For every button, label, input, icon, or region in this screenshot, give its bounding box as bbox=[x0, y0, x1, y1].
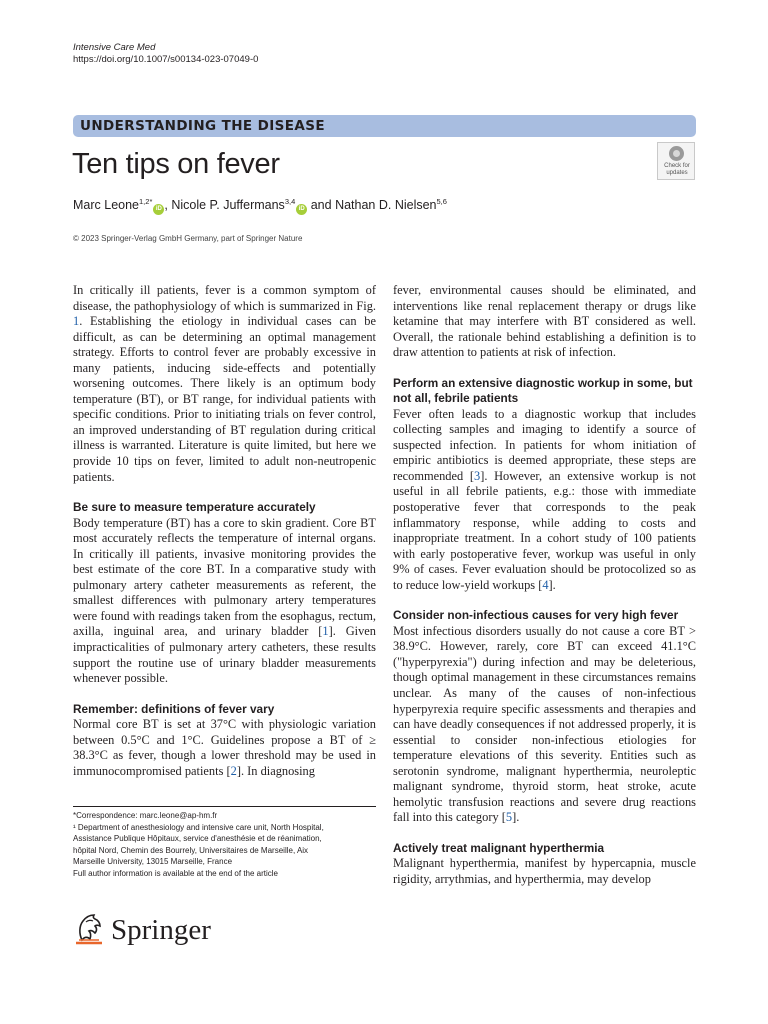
affiliation-line: ¹ Department of anesthesiology and intensive care unit, North Hospital, bbox=[73, 822, 324, 832]
article-title: Ten tips on fever bbox=[72, 148, 280, 180]
author-name[interactable]: Nicole P. Juffermans bbox=[171, 198, 285, 213]
section-banner bbox=[73, 115, 696, 137]
check-updates-text: Check for updates bbox=[664, 163, 690, 176]
intro-paragraph: In critically ill patients, fever is a common symptom of disease, the pathophysiology of which is summarized in Fig. 1. Establishing the etiology in individual cases can be difficult, as can be determining an optimal management strategy. Efforts to control fever are probably excessive in many patients, inducing side-effects and potentially worsening outcomes. There likely is an optimum body temperature (BT), or BT range, for individual patients with specific conditions. Prior to initiating trials on fever control, an improved understanding of BT regulation during critical illness is warranted. Literature is quite limited, but here we provide 10 tips on fever, limited to adult non-neutropenic patients. bbox=[73, 283, 376, 484]
correspondence-email[interactable]: *Correspondence: marc.leone@ap-hm.fr bbox=[73, 811, 218, 820]
author-affiliation: 5,6 bbox=[436, 197, 447, 206]
section-heading: Remember: definitions of fever vary bbox=[73, 701, 275, 716]
author-connector: and bbox=[307, 198, 336, 213]
body-paragraph: Most infectious disorders usually do not cause a core BT > 38.9°C. However, rarely, core BT can exceed 41.1°C ("hyperpyrexia") during infection and may be deleterious, though optimal management in these circumstances remains unclear. As many of the causes of non-infectious hyperpyrexia require specific assessments and therapies and can have deadly consequences if not addressed properly, it is essential to consider non-infectious etiologies for temperature elevations of this severity. Entities such as serotonin syndrome, malignant hyperthermia, neuroleptic malignant syndrome, thyroid storm, heat stroke, acute hemolytic transfusion reactions and severe drug reactions fall into this category [5]. bbox=[393, 623, 696, 825]
check-updates-icon bbox=[669, 146, 684, 161]
orcid-icon[interactable]: iD bbox=[296, 204, 307, 215]
affiliation-line: hôpital Nord, Chemin des Bourrely, Universitaires de Marseille, Aix bbox=[73, 845, 309, 855]
doi-link[interactable]: https://doi.org/10.1007/s00134-023-07049-0 bbox=[73, 54, 259, 65]
section-label: UNDERSTANDING THE DISEASE bbox=[80, 118, 326, 134]
author-affiliation: 3,4 bbox=[284, 197, 296, 206]
footnote-divider bbox=[73, 806, 376, 807]
check-for-updates-badge[interactable] bbox=[657, 142, 695, 180]
footnotes bbox=[73, 810, 376, 880]
affiliation-line: Marseille University, 13015 Marseille, France bbox=[73, 857, 233, 867]
section-heading: Actively treat malignant hyperthermia bbox=[393, 840, 605, 855]
body-paragraph: Malignant hyperthermia, manifest by hypercapnia, muscle rigidity, arrythmias, and hyperthermia, may develop bbox=[393, 856, 696, 886]
body-paragraph: Fever often leads to a diagnostic workup that includes collecting samples and imaging to identify a source of suspected infection. In patients for whom initiation of empiric antibiotics is deemed appropriate, these steps are recommended [3]. However, an extensive workup is not useful in all febrile patients, e.g.: those with immediate postoperative fever that corresponds to the peak inflammatory response, while adding to costs and inappropriate treatment. In a cohort study of 100 patients with early postoperative fever, workup was useful in only 9% of cases. Fever evaluation should be protocolized so as to reduce low-yield workups [4]. bbox=[393, 406, 697, 592]
citation-link[interactable]: 3 bbox=[474, 468, 481, 483]
section-heading: Perform an extensive diagnostic workup in some, but not all, febrile patients bbox=[393, 375, 693, 406]
author-info-note: Full author information is available at the end of the article bbox=[73, 868, 279, 878]
publisher-name: Springer bbox=[111, 914, 211, 946]
author-affiliation: 1,2* bbox=[139, 197, 153, 206]
copyright-notice: © 2023 Springer-Verlag GmbH Germany, part of Springer Nature bbox=[73, 234, 303, 243]
section-heading: Be sure to measure temperature accurately bbox=[73, 500, 316, 515]
figure-link[interactable]: 1 bbox=[73, 314, 80, 329]
body-paragraph: Normal core BT is set at 37°C with physiologic variation between 0.5°C and 1°C. Guidelines propose a BT of ≥ 38.3°C as fever, though a lower threshold may be used in immunocompromised patients [2]. In diagnosing bbox=[73, 717, 376, 778]
citation-link[interactable]: 4 bbox=[542, 577, 549, 592]
citation-link[interactable]: 2 bbox=[230, 763, 237, 778]
author-name[interactable]: Nathan D. Nielsen bbox=[335, 198, 437, 213]
journal-name: Intensive Care Med bbox=[73, 42, 156, 53]
citation-link[interactable]: 1 bbox=[322, 624, 329, 639]
section-heading: Consider non-infectious causes for very high fever bbox=[393, 608, 679, 623]
left-column bbox=[73, 283, 376, 779]
author-list: Marc Leone$^{1,2*}$iD , Nicole P. Juffermans$^{3,4}$iD and Nathan D. Nielsen$^{5,6}$ bbox=[73, 197, 447, 215]
body-paragraph: fever, environmental causes should be eliminated, and interventions like renal replacement therapy or drugs like ketamine that may interfere with BT considered as well. Overall, the rationale behind establishing a definition is to draw attention to patients at risk of infection. bbox=[393, 283, 696, 360]
orcid-icon[interactable]: iD bbox=[153, 204, 164, 215]
affiliation-line: Assistance Publique Hôpitaux, service d'anesthésie et de réanimation, bbox=[73, 834, 322, 844]
citation-link[interactable]: 5 bbox=[505, 810, 513, 825]
springer-horse-icon bbox=[73, 910, 105, 946]
author-name[interactable]: Marc Leone bbox=[73, 198, 140, 213]
right-column bbox=[393, 283, 696, 888]
body-paragraph: Body temperature (BT) has a core to skin gradient. Core BT most accurately reflects the temperature of internal organs. In critically ill patients, invasive monitoring provides the best estimate of the core BT. In a comparative study with pulmonary artery catheter measurements as referent, the smallest differences with pulmonary artery temperatures were found with readings taken from the esophagus, rectum, axilla, inguinal area, and urinary bladder [1]. Given impracticalities of pulmonary artery catheters, these results support the routine use of urinary bladder measurements whenever possible. bbox=[73, 515, 376, 686]
